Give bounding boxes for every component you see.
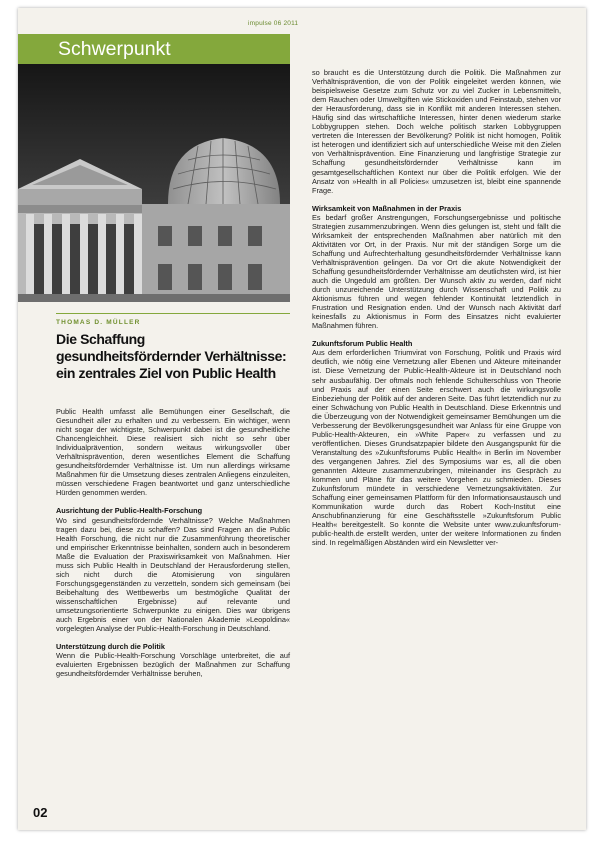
reichstag-photo [18, 64, 290, 302]
right-column [312, 68, 561, 547]
article-headline: Die Schaffung gesundheitsfördernder Verhältnisse: ein zentrales Ziel von Public Health [56, 331, 287, 381]
issue-label: impulse 06 2011 [248, 20, 299, 27]
politik-heading: Unterstützung durch die Politik [56, 642, 165, 652]
politik-paragraph-continued: so braucht es die Unterstützung durch die Politik. Die Maßnahmen zur Verhältnisprävention, die von der Politik eingeleitet werden können, wie beispielsweise Gesetze zum Schutz vor zu viel Zucker in Lebensmitteln, dem Rauchen oder Umweltgiften wie Stickoxiden und Feinstaub, stehen vor der Herausforderung, dass sie in Konflikt mit anderen Interessen stehen. Häufig sind das wirtschaftliche Interessen, hinter denen wiederum starke Lobbygruppen stehen. Doch welche politisch starken Lobbygruppen vertreten die Interessen der Bevölkerung? Politik ist nicht homogen, Politik ist heterogen und identifiziert sich auf unterschiedliche Weise mit den Zielen von Verhältnisprävention. Eine Finanzierung und langfristige Strategie zur Schaffung gesundheitsfördernder Verhältnisse kann im gesamtgesellschaftlichen Kontext nur über die Politik erfolgen. Wie der Ansatz von »Health in all Policies« umzusetzen ist, bleibt eine spannende Frage. [312, 68, 561, 195]
author-divider [56, 313, 290, 314]
politik-paragraph: Wenn die Public-Health-Forschung Vorschläge unterbreitet, die auf evaluierten Ergebnissen bezüglich der Maßnahmen zur Schaffung gesundheitsfördernder Verhältnisse beruhen, [56, 651, 290, 679]
forschung-paragraph: Wo sind gesundheitsfördernde Verhältnisse? Welche Maßnahmen tragen dazu bei, diese zu schaffen? Das sind Fragen an die Public Health Forschung, die nicht nur die Zusammenführung theoretischer und empirischer Erkenntnisse beinhalten, sondern auch in besonderem Maße die Evaluation der Praxiswirksamkeit von Maßnahmen. Hier muss sich Public Health in Deutschland der Herausforderung stellen, sich nicht durch die Atomisierung von singulären Forschungsgegenständen zu verzetteln, sondern sich gemeinsam (bei Beibehaltung des Wettbewerbs um bestmögliche Qualität der wissenschaftlichen Ergebnisse) auf relevante und umsetzungsorientierte Schwerpunkte zu einigen. Dies war übrigens auch Ergebnis einer von der Nationalen Akademie »Leopoldina« vorgelegten Analyse der Public-Health-Forschung in Deutschland. [56, 515, 290, 634]
left-column [56, 407, 290, 678]
reichstag-illustration [18, 64, 290, 302]
zukunft-heading: Zukunftsforum Public Health [312, 339, 413, 349]
page-number: 02 [33, 805, 48, 820]
section-title: Schwerpunkt [58, 38, 171, 60]
praxis-heading: Wirksamkeit von Maßnahmen in der Praxis [312, 203, 462, 213]
forschung-heading: Ausrichtung der Public-Health-Forschung [56, 506, 203, 516]
praxis-paragraph: Es bedarf großer Anstrengungen, Forschungsergebnisse und politische Strategien zusammenzubringen. Wenn dies gelungen ist, steht und fällt die Wirksamkeit der entsprechenden Maßnahmen aber natürlich mit den Aktivitäten vor Ort, in der Praxis. Nur mit der ständigen Sorge um die Schaffung und Aufrechterhaltung gesundheitsfördernder Verhältnisse kann Verhältnisprävention gelingen. Da vor Ort die akute Notwendigkeit der Schaffung gesundheitsfördernder Verhältnisse am deutlichsten wird, ist hier auch die Ungeduld am größten. Der Wunsch aktiv zu werden, darf nicht durch unzureichende Unterstützung durch Wissenschaft und Politik zu Aktionismus führen und wegen fehlender Kontinuität letztendlich in Frustration und Resignation enden. Und der Wunsch nach Aktivität darf keinesfalls zu Aktionismus in Form des Einsatzes nicht evaluierter Maßnahmen führen. [312, 212, 561, 331]
zukunft-paragraph: Aus dem erforderlichen Triumvirat von Forschung, Politik und Praxis wird deutlich, wie nötig eine Vernetzung aller Ebenen und Akteure miteinander ist. Diese Vernetzung der Public-Health-Akteure ist in Deutschland noch sehr ausbaufähig. Der oftmals noch fehlende Schulterschluss von Theorie und Praxis auf der einen Seite erschwert auch die wirkungsvolle Einbeziehung der Politik auf der anderen Seite. Das führt letztendlich nur zu einer Schwächung von Public Health in Deutschland. Diese Erkenntnis und die Überzeugung von der Notwendigkeit gemeinsamer Bemühungen um die Verbesserung der Bevölkerungsgesundheit war Anlass für eine Gruppe von Public-Health-Akteuren, ein »White Paper« zu verfassen und zu veröffentlichen. Dieses Grundsatzpapier bildete den Ausgangspunkt für die Veranstaltung des »Zukunftsforums Public Health« in Berlin im November des vergangenen Jahres. Ziel des Symposiums war es, all die oben genannten Akteure zusammenzubringen, miteinander ins Gespräch zu kommen und Pläne für das weitere Vorgehen zu schmieden. Dieses Zukunftsforum mündete in verschiedene Vernetzungsaktivitäten. Zur Schaffung einer gemeinsamen Plattform für den Informationsaustausch und Kommunikation wurde durch das Robert Koch-Institut eine Anschubfinanzierung für eine Geschäftsstelle »Zukunftsforum Public Health« bereitgestellt. So konnte die Website unter www.zukunftsforum-public-health.de erstellt werden, unter der weitere Informationen zu finden sind. In regelmäßigen Abständen wird ein Newsletter ver- [312, 348, 561, 548]
magazine-page [18, 8, 586, 830]
section-banner [18, 34, 290, 64]
author-name: THOMAS D. MÜLLER [56, 319, 141, 326]
intro-paragraph: Public Health umfasst alle Bemühungen einer Gesellschaft, die Gesundheit aller zu erhalten und zu verbessern. Ein wichtiger, wenn nicht sogar der wichtigste, Schwerpunkt dabei ist die gesundheitliche Chancengleichheit. Diese realisiert sich nicht so sehr über Individualprävention, sondern weitaus wirkungsvoller über Verhältnisprävention, deren wesentliches Element die Schaffung gesundheitsfördernder Verhältnisse ist. Um nun allerdings wirksame Maßnahmen für die Umsetzung dieses zentralen Anliegens einzuleiten, müssen verschiedene Fragen beantwortet und ganz unterschiedliche Hürden genommen werden. [56, 407, 290, 498]
